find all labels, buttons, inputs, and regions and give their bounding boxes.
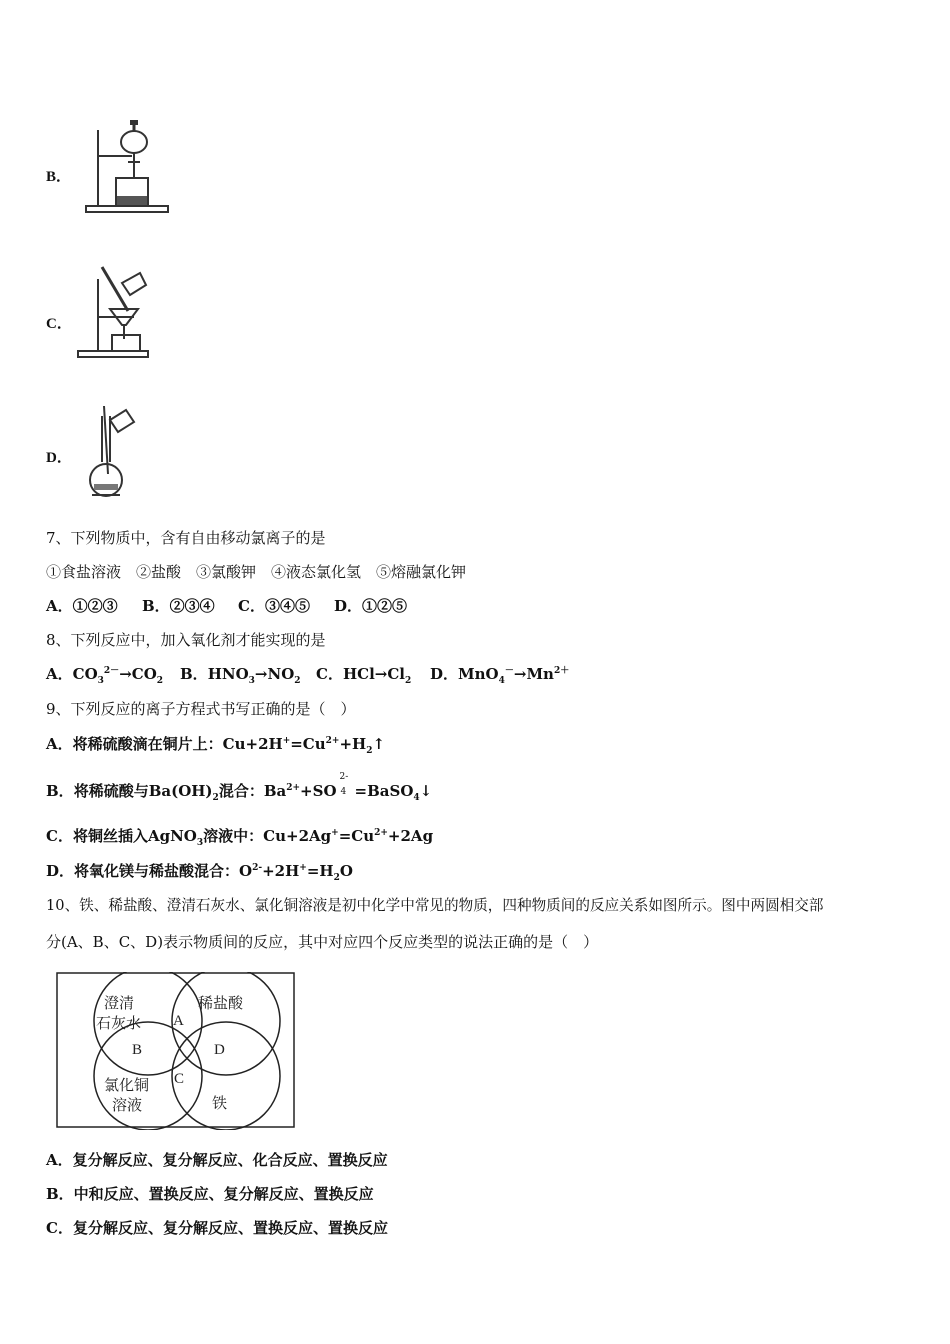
q8-c-sub2: 2 [404, 676, 412, 686]
q8-b-label: B． [180, 665, 208, 683]
venn-region-a: A [173, 1013, 184, 1029]
q9-c-sup2: 2+ [374, 828, 388, 838]
q8-d-sub1: 4 [498, 676, 505, 686]
q9-b-text2: 混合： [218, 782, 264, 800]
q8-option-a[interactable] [46, 664, 163, 684]
q8-a-sup1: 2－ [103, 666, 120, 676]
option-c-label: C． [46, 316, 72, 332]
venn-circle-iron [172, 1022, 280, 1130]
q9-a-label: A． [46, 735, 73, 753]
venn-region-c: C [174, 1071, 185, 1087]
q9-b-ion-sup: 2- [339, 772, 349, 782]
q8-d-label: D． [430, 665, 459, 683]
q9-a-eq2: =Cu [290, 735, 326, 753]
q8-c-formula1: HCl [342, 665, 375, 683]
q9-b-text: 将稀硫酸与 [73, 782, 149, 800]
q9-d-eq1: O [239, 862, 253, 880]
q8-d-sup1: － [504, 666, 514, 676]
q9-stem: 9、下列反应的离子方程式书写正确的是（ ） [46, 700, 356, 718]
q9-a-sup1: + [282, 736, 291, 746]
q9-d-eq3: =H [306, 862, 334, 880]
q9-d-sup1: 2- [252, 863, 263, 873]
q8-c-formula2: Cl [387, 665, 405, 683]
q9-b-formula1: Ba(OH) [148, 782, 213, 800]
q9-a-eq1: Cu+2H [222, 735, 283, 753]
q9-option-b[interactable] [46, 772, 433, 803]
q9-option-a[interactable] [46, 734, 385, 754]
q8-d-arrow: → [513, 665, 527, 683]
q8-option-b[interactable] [180, 664, 301, 684]
q9-d-eq2: +2H [262, 862, 300, 880]
q8-option-d[interactable] [430, 664, 569, 684]
q9-b-ion-sub: 4 [340, 787, 347, 797]
q10-option-b[interactable]: B．中和反应、置换反应、复分解反应、置换反应 [46, 1185, 374, 1203]
q9-d-label: D． [46, 862, 75, 880]
venn-diagram [56, 972, 296, 1130]
q9-b-eq3: =BaSO [354, 782, 414, 800]
venn-circle-hcl [172, 972, 280, 1075]
q10-option-c[interactable]: C．复分解反应、复分解反应、置换反应、置换反应 [46, 1219, 388, 1237]
q7-stem: 7、下列物质中，含有自由移动氯离子的是 [46, 529, 326, 547]
q9-option-c[interactable] [46, 826, 433, 846]
q9-b-ion-charge [337, 772, 355, 801]
venn-label-limewater-2: 石灰水 [96, 1014, 142, 1032]
q8-a-formula1: CO [72, 665, 98, 683]
q9-b-sub1: 2 [212, 793, 219, 803]
q9-b-eq4: ↓ [419, 782, 433, 800]
q9-d-sup2: + [299, 863, 307, 873]
q8-b-arrow: → [254, 665, 268, 683]
q8-c-arrow: → [374, 665, 388, 683]
q9-a-sub3: 2 [366, 746, 373, 756]
q9-b-eq2: +SO [300, 782, 337, 800]
q10-stem-line1: 10、铁、稀盐酸、澄清石灰水、氯化铜溶液是初中化学中常见的物质，四种物质间的反应关系如图所示。图中两圆相交部 [46, 897, 824, 914]
q9-c-eq2: =Cu [338, 827, 375, 845]
q8-b-formula1: HNO [207, 665, 249, 683]
venn-label-hcl: 稀盐酸 [198, 994, 244, 1012]
q8-d-formula1: MnO [458, 665, 499, 683]
apparatus-d-figure [86, 404, 146, 500]
q10-stem-line2: 分(A、B、C、D)表示物质间的反应，其中对应四个反应类型的说法正确的是（ ） [46, 933, 599, 951]
q9-option-d[interactable] [46, 861, 353, 881]
venn-region-d: D [214, 1042, 225, 1058]
q7-option-c[interactable]: C．③④⑤ [238, 597, 310, 615]
q7-option-b[interactable]: B．②③④ [142, 597, 215, 615]
apparatus-b-figure [84, 120, 174, 216]
q9-a-text: 将稀硫酸滴在铜片上： [72, 735, 223, 753]
q8-a-formula2: CO [131, 665, 157, 683]
q8-a-arrow: → [119, 665, 132, 683]
q8-stem: 8、下列反应中，加入氧化剂才能实现的是 [46, 631, 326, 649]
venn-label-iron: 铁 [212, 1094, 228, 1112]
q9-c-sup1: + [331, 828, 339, 838]
q8-a-sub1: 3 [97, 676, 104, 686]
q8-option-c[interactable] [316, 664, 411, 684]
venn-label-cucl2-1: 氯化铜 [104, 1076, 150, 1094]
q7-items: ①食盐溶液 ②盐酸 ③氯酸钾 ④液态氯化氢 ⑤熔融氯化钾 [46, 563, 467, 581]
q7-option-d[interactable]: D．①②⑤ [334, 597, 408, 615]
q9-c-text2: 溶液中： [203, 827, 264, 845]
q9-d-eq4: O [339, 862, 353, 880]
q8-b-formula2: NO [267, 665, 295, 683]
q7-option-a[interactable]: A．①②③ [46, 597, 118, 615]
q8-a-label: A． [46, 665, 73, 683]
q9-c-sub1: 3 [196, 838, 204, 848]
q9-d-sub3: 2 [333, 873, 340, 883]
q8-b-sub2: 2 [294, 676, 301, 686]
venn-region-b: B [132, 1042, 143, 1058]
q8-d-formula2: Mn [526, 665, 554, 683]
q10-option-a[interactable]: A．复分解反应、复分解反应、化合反应、置换反应 [46, 1151, 388, 1169]
option-b-label: B． [46, 169, 72, 185]
q9-b-sub3: 4 [413, 793, 420, 803]
apparatus-c-figure [76, 265, 156, 360]
q8-a-sub2: 2 [156, 676, 164, 686]
q9-c-eq3: +2Ag [387, 827, 434, 845]
venn-label-limewater-1: 澄清 [104, 994, 135, 1012]
q8-b-sub1: 3 [248, 676, 255, 686]
q9-d-text: 将氧化镁与稀盐酸混合： [74, 862, 240, 880]
q9-b-sup1: 2+ [286, 783, 301, 793]
q9-c-eq1: Cu+2Ag [263, 827, 332, 845]
q9-a-sup2: 2+ [325, 736, 340, 746]
option-d-label: D． [46, 450, 72, 466]
q9-b-eq1: Ba [263, 782, 287, 800]
venn-frame [57, 973, 294, 1127]
q9-b-label: B． [46, 782, 74, 800]
q8-c-label: C． [316, 665, 343, 683]
q9-a-eq4: ↑ [372, 735, 386, 753]
venn-label-cucl2-2: 溶液 [112, 1096, 143, 1114]
q9-c-label: C． [46, 827, 73, 845]
q8-d-sup2: 2＋ [553, 666, 570, 676]
q9-c-formula1: AgNO [147, 827, 197, 845]
q9-a-eq3: +H [339, 735, 367, 753]
q9-c-text: 将铜丝插入 [72, 827, 148, 845]
